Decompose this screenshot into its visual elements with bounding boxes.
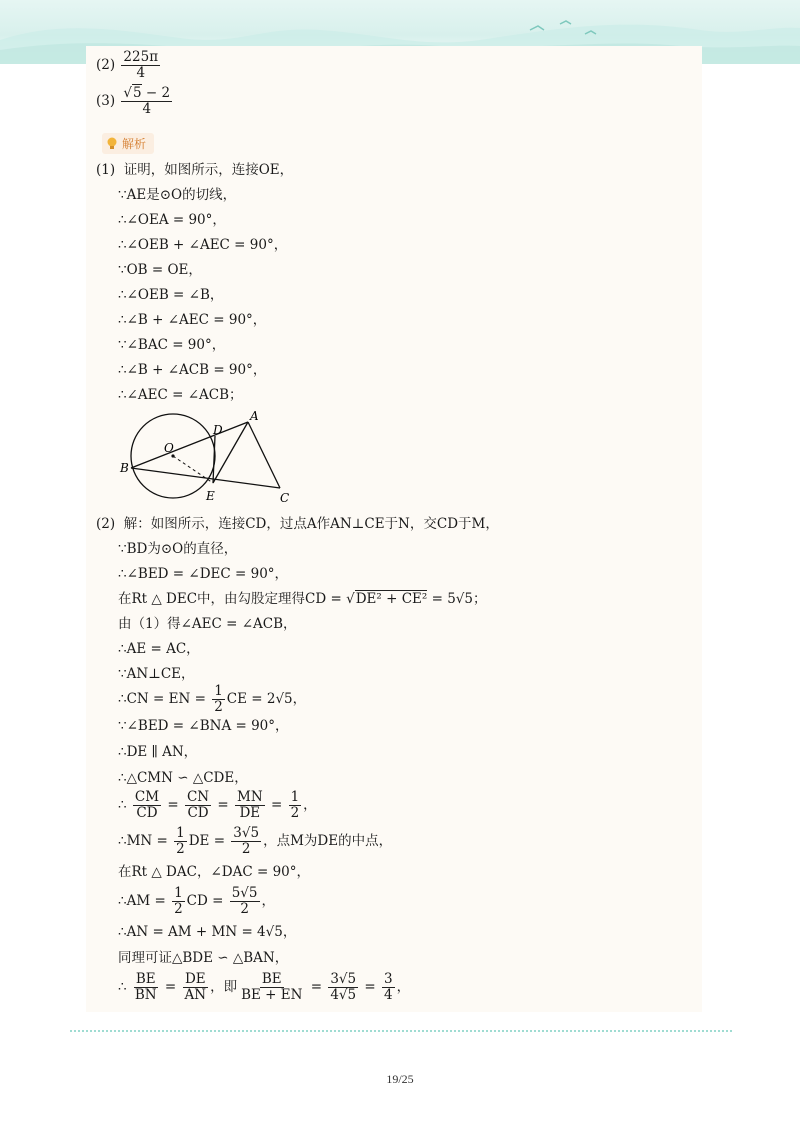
part2-line-6: ∵AN⊥CE， bbox=[118, 666, 195, 682]
part2-line-9: ∴DE ∥ AN， bbox=[118, 744, 198, 760]
part1-line-0: (1) 证明，如图所示，连接OE， bbox=[96, 162, 294, 178]
part1-line-2: ∴∠OEA = 90°， bbox=[118, 212, 226, 228]
part2-line-3: 在Rt △ DEC中，由勾股定理得CD = √DE² + CE² = 5√5； bbox=[118, 591, 487, 607]
line-oe-dashed bbox=[173, 456, 213, 483]
part2-line-8: ∵∠BED = ∠BNA = 90°， bbox=[118, 718, 289, 734]
svg-text:E: E bbox=[206, 489, 215, 503]
part2-line-7: ∴CN = EN = $\frac{1}{2}$ CE = 2√5， bbox=[118, 683, 307, 715]
part1-line-4: ∵OB = OE， bbox=[118, 262, 202, 278]
part2-line-16: 同理可证△BDE ∽ △BAN， bbox=[118, 950, 289, 966]
line-ac bbox=[248, 422, 280, 488]
part2-line-2: ∴∠BED = ∠DEC = 90°， bbox=[118, 566, 289, 582]
part2-line-13: 在Rt △ DAC，∠DAC = 90°， bbox=[118, 864, 310, 880]
part1-line-7: ∵∠BAC = 90°， bbox=[118, 337, 226, 353]
part1-line-5: ∴∠OEB = ∠B， bbox=[118, 287, 224, 303]
part2-line-15: ∴AN = AM + MN = 4√5， bbox=[118, 924, 297, 940]
part2-line-11: ∴ $\frac{CM}{CD}$ = $\frac{CN}{CD}$ = $\frac{MN}{DE}$ = $\frac{1}{2}$ ， bbox=[118, 789, 317, 821]
part2-line-4: 由（1）得∠AEC = ∠ACB， bbox=[118, 616, 297, 632]
svg-text:D: D bbox=[213, 423, 223, 437]
svg-text:C: C bbox=[280, 491, 290, 505]
footer-divider bbox=[70, 1030, 732, 1034]
page-number: 19/25 bbox=[386, 1072, 414, 1086]
part1-line-9: ∴∠AEC = ∠ACB； bbox=[118, 387, 243, 403]
line-ba bbox=[131, 422, 248, 468]
part2-line-0: (2) 解：如图所示，连接CD，过点A作AN⊥CE于N，交CD于M， bbox=[96, 516, 499, 532]
svg-text:B: B bbox=[120, 461, 129, 475]
line-bc bbox=[131, 468, 280, 488]
svg-text:O: O bbox=[164, 441, 174, 455]
svg-text:A: A bbox=[250, 409, 259, 423]
part1-line-3: ∴∠OEB + ∠AEC = 90°， bbox=[118, 237, 288, 253]
part2-line-1: ∵BD为⊙O的直径， bbox=[118, 541, 238, 557]
part2-line-5: ∴AE = AC， bbox=[118, 641, 200, 657]
analysis-tag: 解析 bbox=[102, 133, 154, 154]
part1-line-6: ∴∠B + ∠AEC = 90°， bbox=[118, 312, 267, 328]
part1-line-1: ∵AE是⊙O的切线， bbox=[118, 187, 237, 203]
answer-3: (3) $\frac{√5 - 2}{4}$ bbox=[96, 85, 171, 117]
part2-line-10: ∴△CMN ∽ △CDE， bbox=[118, 770, 248, 786]
part2-line-14: ∴AM = $\frac{1}{2}$ CD = $\frac{5√5}{2}$ ， bbox=[118, 885, 275, 917]
geometry-figure bbox=[118, 408, 298, 508]
lightbulb-icon bbox=[106, 137, 118, 151]
part2-line-12: ∴MN = $\frac{1}{2}$ DE = $\frac{3√5}{2}$ ，点M为DE的中点， bbox=[118, 825, 393, 857]
part1-line-8: ∴∠B + ∠ACB = 90°， bbox=[118, 362, 267, 378]
answer-2: (2) $\frac{225\pi}{4}$ bbox=[96, 49, 159, 81]
part2-line-17: ∴ $\frac{BE}{BN}$ = $\frac{DE}{AN}$ ，即 $\frac{BE}{BE + EN}$ = $\frac{3√5}{4√5}$ = $\frac{3}{4}$ ， bbox=[118, 971, 411, 1003]
